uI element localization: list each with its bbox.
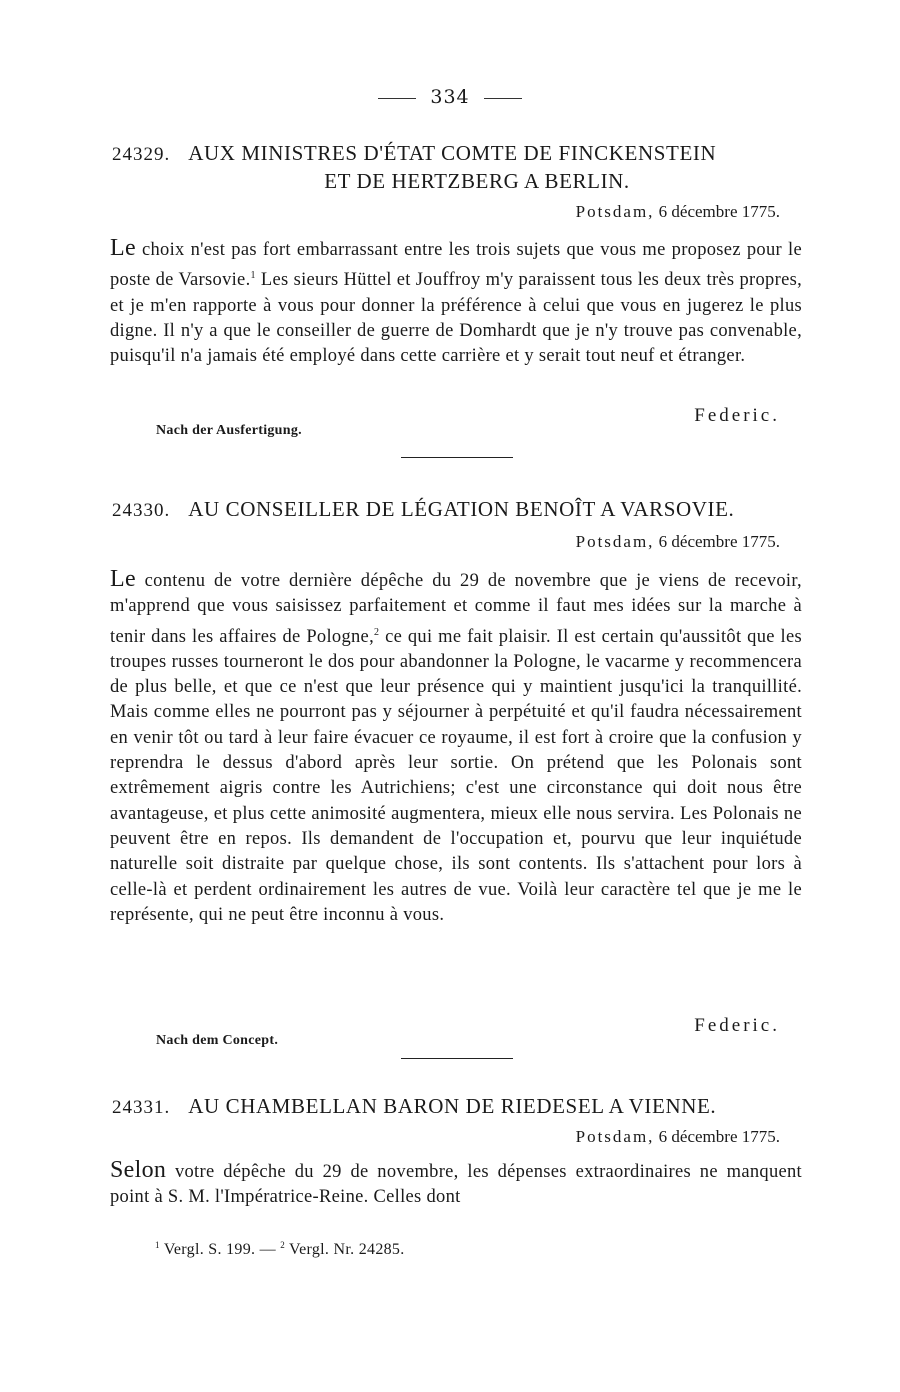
page-number-dash-right [484, 98, 522, 99]
first-word: Selon [110, 1157, 167, 1183]
footnote-mark-1: 1 [155, 1240, 160, 1250]
body-text-continued: Les sieurs Hüttel et Jouffroy m'y paraissent tous les deux très propres, et je m'en rapporte à vous pour donner la préférence à celui que vous en jugerez le plus digne. Il n'y a que le conseiller de guerre de Domhardt que je n'y trouve pas convenable, puisqu'il n'a jamais été employé dans cette carrière et y serait tout neuf et étranger. [110, 270, 802, 367]
dateline-24330 [576, 532, 780, 552]
footnote-1: Vergl. S. 199. — [163, 1241, 276, 1258]
heading-line1: AU CONSEILLER DE LÉGATION BENOÎT A VARSOVIE. [188, 497, 735, 521]
letter-body-24331 [110, 1158, 802, 1211]
dateline-date: 6 décembre 1775. [658, 532, 780, 551]
body-text: votre dépêche du 29 de novembre, les dépenses extraordinaires ne manquent point à S. M. l'Impératrice-Reine. Celles dont [110, 1162, 802, 1208]
footnote-mark-2: 2 [280, 1240, 286, 1250]
dateline-24331 [576, 1127, 780, 1147]
dateline-place: Potsdam, [575, 202, 655, 221]
first-word: Le [110, 235, 136, 261]
heading-line2: ET DE HERTZBERG A BERLIN. [324, 169, 630, 193]
dateline-place: Potsdam, [575, 532, 655, 551]
dateline-date: 6 décembre 1775. [658, 1127, 780, 1146]
source-note-24330: Nach dem Concept. [156, 1033, 279, 1048]
letter-heading-24330 [112, 496, 802, 524]
source-note-24329: Nach der Ausfertigung. [156, 423, 302, 438]
letter-number: 24329. [112, 144, 171, 165]
page-number-text: 334 [430, 86, 470, 108]
section-divider [401, 1058, 513, 1059]
letter-heading-24331 [112, 1093, 802, 1121]
letter-body-24330 [110, 567, 802, 928]
letter-body-24329 [110, 236, 802, 369]
footnote-ref: 1 [250, 270, 256, 282]
footnote-2: Vergl. Nr. 24285. [289, 1241, 405, 1258]
first-word: Le [110, 566, 136, 592]
signature-24329: Federic. [694, 405, 780, 426]
signature-24330: Federic. [694, 1015, 780, 1036]
dateline-24329 [576, 202, 780, 222]
letter-heading-24329 [112, 140, 802, 194]
section-divider [401, 457, 513, 458]
body-text-continued: ce qui me fait plaisir. Il est certain qu'aussitôt que les troupes russes tourneront le dos pour abandonner la Pologne, le vacarme y recommencera de plus belle, et que ce n'est que leur présence qui y maintient jusqu'ici la tranquillité. Mais comme elles ne pourront pas y séjourner à perpétuité et qu'il faudra nécessairement en venir tôt ou tard à leur faire évacuer ce royaume, il est fort à croire que la confusion y reprendra le dessus d'abord après leur sortie. On prétend que les Polonais sont extrêmement aigris contre les Autrichiens; c'est une circonstance qui doit nous être avantageuse, et plus cette animosité augmentera, mieux elle nous servira. Les Polonais ne peuvent être en repos. Ils demandent de l'occupation et, pourvu que leur inquiétude naturelle soit distraite par quelque chose, ils sont contents. Ils s'attachent pour lors à celle-là et perdent ordinairement les autres de vue. Voilà leur caractère tel que je me le représente, qui ne peut être inconnu à vous. [110, 626, 802, 925]
letter-number: 24330. [112, 500, 171, 521]
body-text: choix n'est pas fort embarrassant entre les trois sujets que vous me proposez pour le poste de Varsovie. [110, 240, 802, 291]
page-number-dash-left [378, 98, 416, 99]
heading-line1: AU CHAMBELLAN BARON DE RIEDESEL A VIENNE. [188, 1094, 717, 1118]
footnotes [155, 1240, 405, 1259]
dateline-place: Potsdam, [575, 1127, 655, 1146]
body-text: contenu de votre dernière dépêche du 29 de novembre que je viens de recevoir, m'apprend que vous saisissez parfaitement et comme il faut mes idées sur la marche à tenir dans les affaires de Pologne, [110, 571, 802, 647]
page-number [0, 86, 900, 108]
heading-line1: AUX MINISTRES D'ÉTAT COMTE DE FINCKENSTEIN [188, 141, 717, 165]
letter-number: 24331. [112, 1097, 171, 1118]
dateline-date: 6 décembre 1775. [658, 202, 780, 221]
footnote-ref: 2 [374, 626, 380, 638]
